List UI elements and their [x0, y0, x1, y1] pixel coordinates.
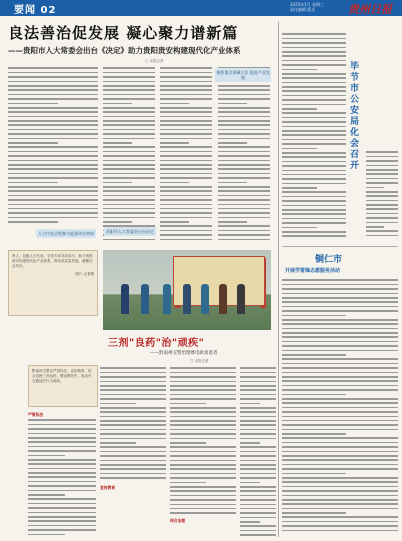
article2-column-1 [28, 418, 96, 538]
person-figure [141, 284, 149, 314]
side1-title: 毕节市公安局化会召开 [350, 62, 360, 171]
article2-column-3 [170, 366, 236, 516]
article1-callout: 贵阳市人大常委会出台决定 [106, 229, 154, 234]
article2-section-head: 严管执法 [28, 412, 44, 417]
page-header-bar [0, 0, 402, 16]
article1-quote-box [8, 250, 98, 316]
article2-byline: □ 本报记者 [190, 359, 209, 363]
person-figure [237, 284, 245, 314]
article1-byline: □ 本报记者 [145, 59, 164, 63]
article1-column-1 [8, 66, 98, 226]
section-title: 要闻 02 [14, 5, 57, 16]
newspaper-logo: 贵州日报 [348, 3, 392, 16]
header-meta [290, 2, 340, 12]
side1-body [282, 32, 346, 242]
person-figure [219, 284, 227, 314]
side2-title: 铜仁市 [315, 255, 343, 265]
text-line [160, 237, 212, 241]
text-line [282, 528, 398, 532]
person-figure [163, 284, 171, 314]
text-line [218, 237, 270, 241]
article1-quote-text: 贵人，县级人大代表、学者专家共同参与，助力贵阳贵安构建现代化产业体系，推动高质量发展，凝聚社会共识。 [12, 254, 93, 269]
article2-title: 三剂"良药"治"顽疾" [108, 338, 205, 349]
side1-body-right [366, 150, 398, 242]
article2-quote-text: 黔南州交警以严管执法、宣传教育、综合治理三剂良药，整治摩托车、电动车交通违法行为顽疾。 [32, 369, 92, 384]
article1-column-4 [218, 66, 270, 246]
article1-column-2 [103, 66, 155, 246]
text-line [366, 233, 398, 237]
text-line [170, 511, 236, 515]
article2-subtitle: ——黔南州交警治理摩电欧易患者 [150, 351, 218, 356]
article1-title: 良法善治促发展 凝心聚力谱新篇 [8, 24, 239, 42]
section-divider [282, 246, 398, 247]
article2-column-4 [240, 366, 276, 538]
header-meta-line: 2025年1月 星期三 [290, 2, 324, 7]
text-line [240, 533, 276, 537]
article1-column-3 [160, 66, 212, 246]
article1-subtitle: ——贵阳市人大常委会出台《决定》助力贵阳贵安构建现代化产业体系 [8, 46, 241, 55]
text-line [282, 234, 346, 238]
text-line [28, 532, 96, 536]
text-line [100, 476, 166, 480]
article2-quote-box [28, 365, 98, 407]
article2-section-head: 宣传教育 [100, 485, 116, 490]
person-figure [183, 284, 191, 314]
article1-callout: 聚焦重点领域立法 促进产业发展 [216, 70, 270, 80]
text-line [8, 220, 98, 224]
header-meta-line: 责任编辑 版式 [290, 7, 316, 12]
column-divider [278, 22, 279, 537]
article1-callout: 人大代表全程参与监督评估效果 [38, 231, 94, 236]
article1-quote-author: 图片 记者摄 [75, 271, 94, 276]
article1-photo [103, 250, 271, 330]
article2-column-2 [100, 366, 166, 482]
person-figure [121, 284, 129, 314]
text-line [103, 237, 155, 241]
person-figure [201, 284, 209, 314]
article2-section-head: 综合治理 [170, 518, 186, 523]
side2-body [282, 278, 398, 536]
side2-subtitle: 开展学雷锋志愿服务活动 [285, 268, 341, 274]
